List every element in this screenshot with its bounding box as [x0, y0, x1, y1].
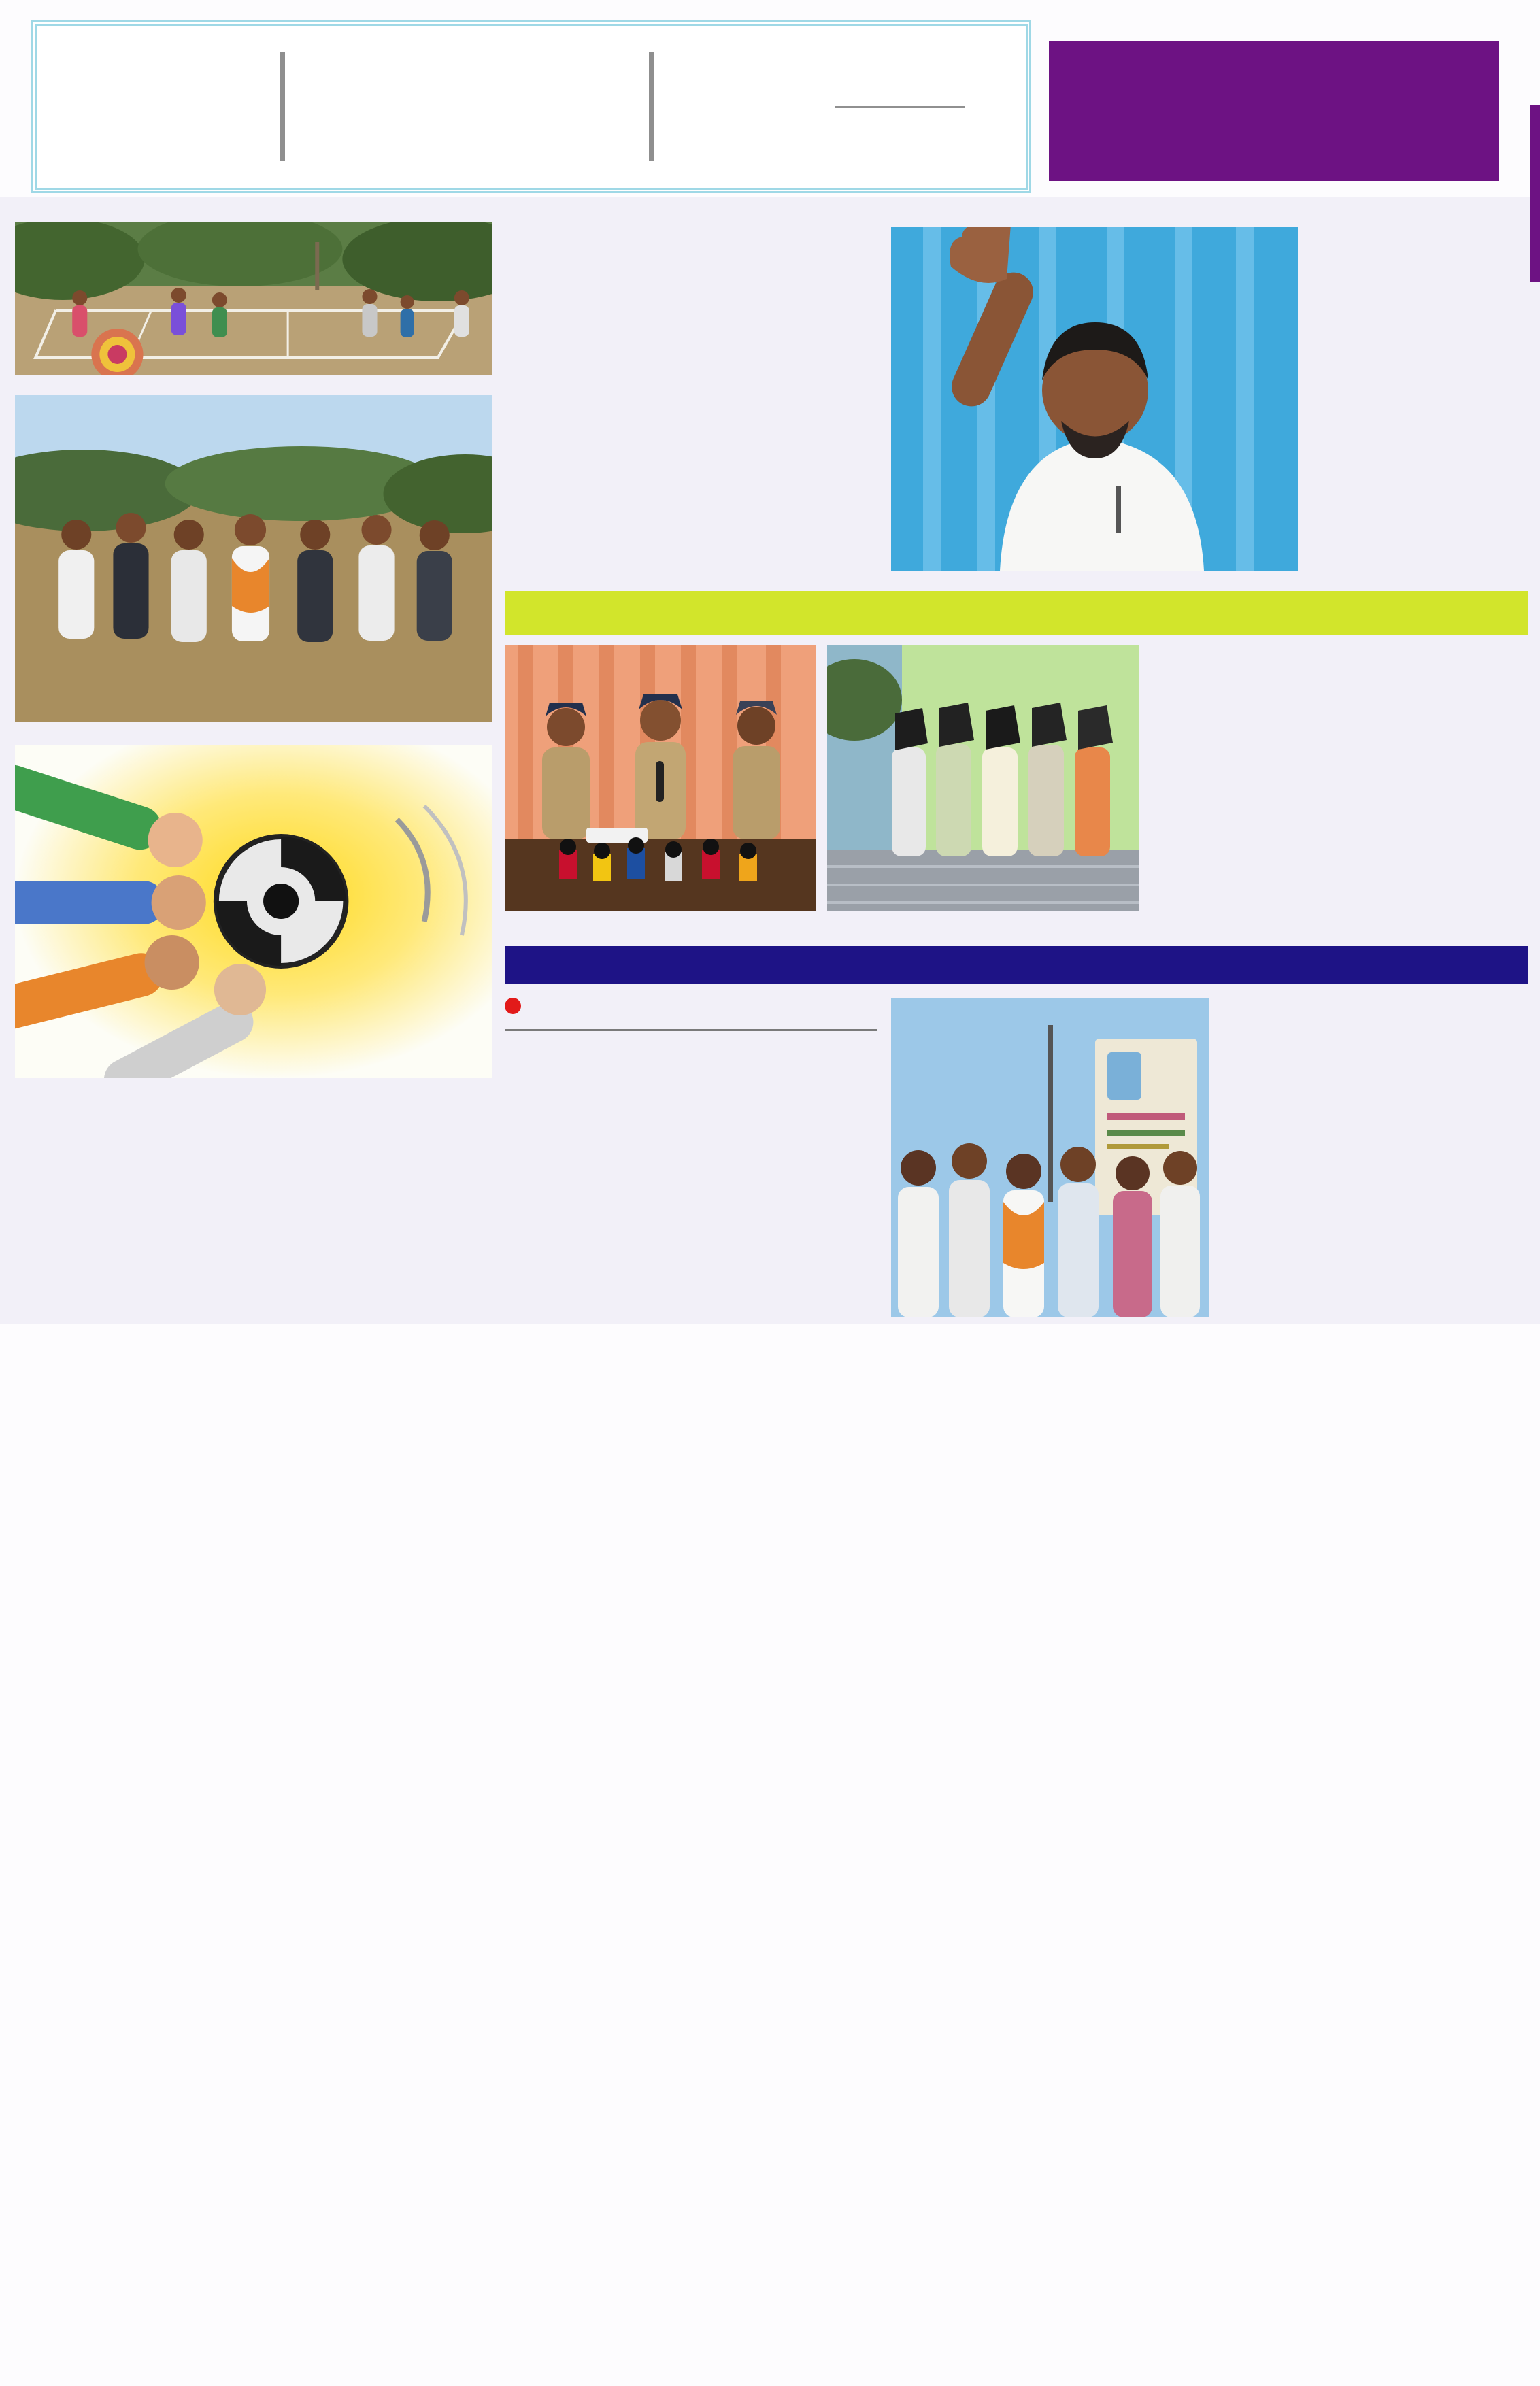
photo-arrested-suspects — [827, 645, 1139, 911]
left-column — [15, 207, 492, 1317]
date-divider — [835, 106, 965, 108]
registration-mark-right — [1505, 20, 1529, 193]
cyber-headline-banner — [505, 591, 1528, 635]
main-column — [505, 207, 1528, 1317]
article-body-right — [1311, 227, 1528, 571]
article-kicker — [505, 998, 877, 1031]
jagtial-headline-banner — [505, 946, 1528, 984]
article-voter-pulse — [15, 745, 492, 1078]
photo-police-press-conference — [505, 645, 816, 911]
masthead-box — [31, 20, 1031, 193]
article-jagtial — [505, 946, 1528, 1317]
article-left-cell — [505, 998, 877, 1317]
photo-sankranti-festival — [15, 222, 492, 375]
photo-madatha-venkat-goud — [891, 227, 1298, 571]
illustration-voting-hands — [15, 745, 492, 1078]
article-sankranti — [15, 222, 492, 375]
trim-bar — [1530, 105, 1540, 282]
red-bullet-icon — [505, 998, 521, 1014]
content-area — [0, 197, 1540, 1324]
article-body-right — [1223, 998, 1528, 1317]
article-left-cell — [505, 227, 877, 571]
article-body-right-column — [1150, 645, 1528, 911]
section-banner — [1049, 41, 1499, 181]
masthead-divider — [649, 52, 654, 161]
masthead — [0, 0, 1540, 197]
article-madatha — [505, 227, 1528, 571]
masthead-divider — [280, 52, 285, 161]
calibration-strip — [0, 1324, 1540, 1361]
article-cyber — [505, 591, 1528, 923]
registration-mark-left — [7, 20, 31, 193]
photo-mla-cricket-event — [15, 395, 492, 722]
photo-bhoomi-puja — [891, 998, 1209, 1317]
date-block — [835, 98, 965, 116]
article-sports — [15, 395, 492, 722]
